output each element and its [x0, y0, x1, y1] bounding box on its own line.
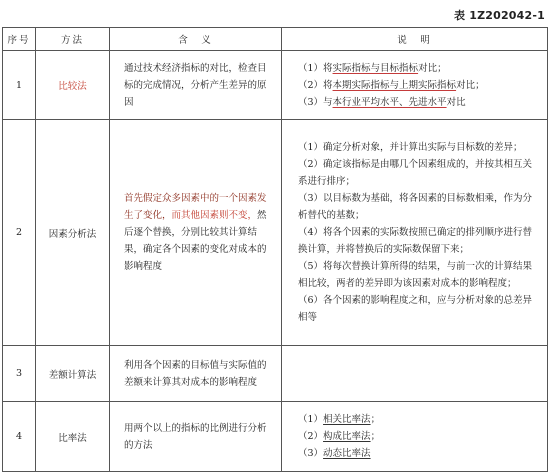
header-desc: 说 明: [282, 28, 548, 51]
row-num: 2: [3, 120, 36, 346]
cost-analysis-methods-table: [2, 27, 548, 472]
row-num: 3: [3, 346, 36, 402]
table-row: [3, 51, 548, 120]
desc-item: （2）将本期实际指标与上期实际指标对比；: [298, 79, 485, 91]
table-row: [3, 402, 548, 472]
row-method: 比率法: [36, 402, 110, 472]
header-meaning: 含 义: [110, 28, 282, 51]
row-desc: [282, 402, 548, 472]
table-row: [3, 346, 548, 402]
row-desc: [282, 346, 548, 402]
table-row: [3, 120, 548, 346]
method-label: 比较法: [58, 81, 87, 92]
desc-item: （6）各个因素的影响程度之和，应与分析对象的总差异相等: [298, 295, 533, 323]
row-desc: [282, 51, 548, 120]
header-method: 方法: [36, 28, 110, 51]
row-meaning: 首先假定众多因素中的一个因素发生了变化，而其他因素则不变，然后逐个替换，分别比较其计算结果，确定各个因素的变化对成本的影响程度: [110, 120, 282, 346]
desc-item: （1）相关比率法；: [298, 414, 381, 425]
row-meaning: 利用各个因素的目标值与实际值的差额来计算其对成本的影响程度: [110, 346, 282, 402]
desc-item: （4）将各个因素的实际数按照已确定的排列顺序进行替换计算，并将替换后的实际数保留下来；: [298, 227, 533, 255]
row-num: 1: [3, 51, 36, 120]
header-row: [3, 28, 548, 51]
header-num: 序号: [3, 28, 36, 51]
row-method: 差额计算法: [36, 346, 110, 402]
desc-item: （3）与本行业平均水平、先进水平对比: [298, 96, 466, 108]
desc-item: （3）以目标数为基础，将各因素的目标数相乘，作为分析替代的基数；: [298, 193, 533, 221]
desc-item: （2）确定该指标是由哪几个因素组成的，并按其相互关系进行排序；: [298, 159, 533, 187]
desc-item: （1）确定分析对象，并计算出实际与目标数的差异；: [298, 142, 523, 153]
row-method: 因素分析法: [36, 120, 110, 346]
row-desc: [282, 120, 548, 346]
table-id: 表 1Z202042-1: [453, 9, 545, 22]
row-num: 4: [3, 402, 36, 472]
row-meaning: 通过技术经济指标的对比，检查目标的完成情况，分析产生差异的原因: [110, 51, 282, 120]
desc-item: （1）将实际指标与目标指标对比；: [298, 62, 447, 74]
row-meaning: 用两个以上的指标的比例进行分析的方法: [110, 402, 282, 472]
row-method: [36, 51, 110, 120]
desc-item: （5）将每次替换计算所得的结果，与前一次的计算结果相比较，两者的差异即为该因素对成本的影响程度；: [298, 261, 533, 289]
desc-item: （2）构成比率法；: [298, 431, 381, 442]
desc-item: （3）动态比率法: [298, 448, 371, 459]
